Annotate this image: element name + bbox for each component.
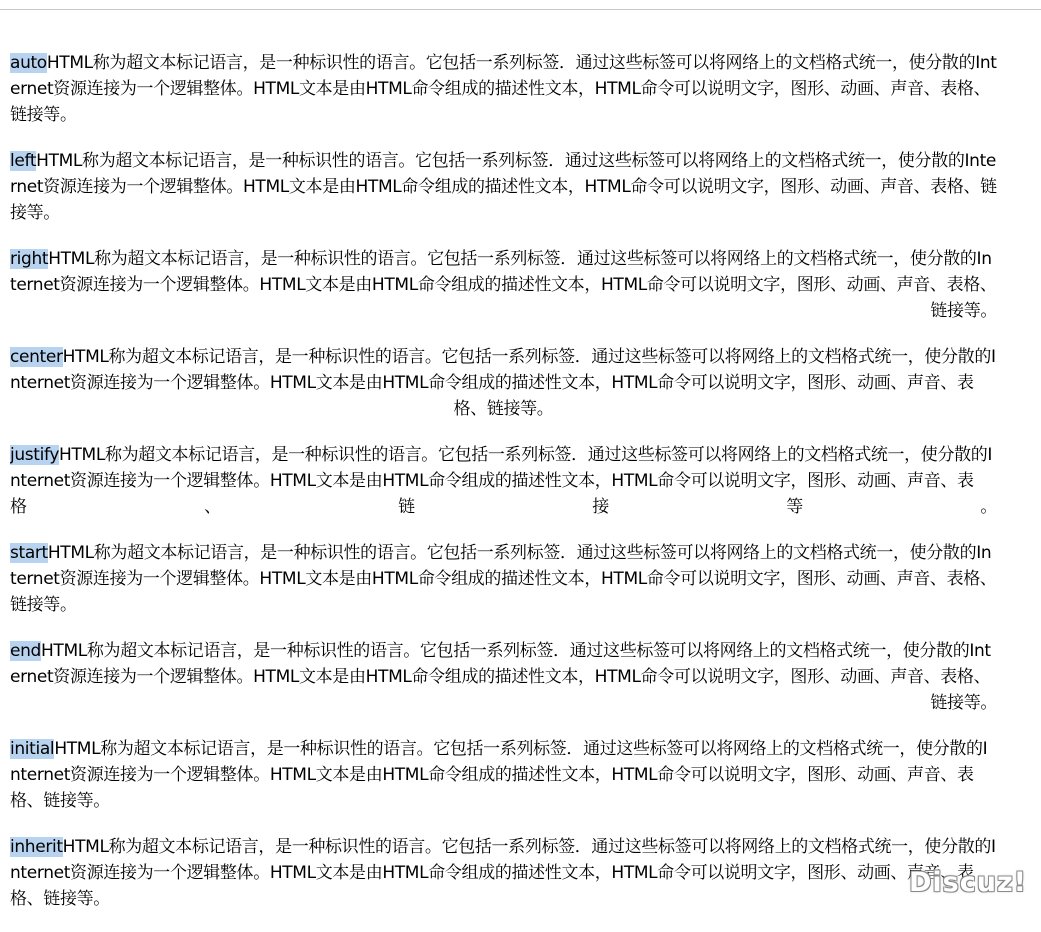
text-align-last-demo-list <box>10 33 1010 932</box>
demo-text: HTML称为超文本标记语言，是一种标识性的语言。它包括一系列标签．通过这些标签可以将网络上的文档格式统一，使分散的Internet资源连接为一个逻辑整体。HTML文本是由HTML命令组成的描述性文本，HTML命令可以说明文字，图形、动画、声音、表格、链接等。 <box>10 837 996 909</box>
demo-paragraph-justify <box>10 442 997 520</box>
demo-text: HTML称为超文本标记语言，是一种标识性的语言。它包括一系列标签．通过这些标签可以将网络上的文档格式统一，使分散的Internet资源连接为一个逻辑整体。HTML文本是由HTML命令组成的描述性文本，HTML命令可以说明文字，图形、动画、声音、表格、链接等。 <box>10 739 988 811</box>
demo-text: HTML称为超文本标记语言，是一种标识性的语言。它包括一系列标签．通过这些标签可以将网络上的文档格式统一，使分散的Internet资源连接为一个逻辑整体。HTML文本是由HTML命令组成的描述性文本，HTML命令可以说明文字，图形、动画、声音、表格、链接等。 <box>10 543 997 615</box>
discuz-watermark-logo: Discuz! <box>909 867 1027 898</box>
top-divider <box>0 9 1041 10</box>
demo-text: HTML称为超文本标记语言，是一种标识性的语言。它包括一系列标签．通过这些标签可以将网络上的文档格式统一，使分散的Internet资源连接为一个逻辑整体。HTML文本是由HTML命令组成的描述性文本，HTML命令可以说明文字，图形、动画、声音、表格、链接等。 <box>10 53 997 125</box>
demo-text: HTML称为超文本标记语言，是一种标识性的语言。它包括一系列标签．通过这些标签可以将网络上的文档格式统一，使分散的Internet资源连接为一个逻辑整体。HTML文本是由HTML命令组成的描述性文本，HTML命令可以说明文字，图形、动画、声音、表格、链接等。 <box>10 249 997 321</box>
demo-paragraph-center <box>10 344 997 422</box>
demo-paragraph-auto <box>10 50 997 128</box>
demo-text: HTML称为超文本标记语言，是一种标识性的语言。它包括一系列标签．通过这些标签可以将网络上的文档格式统一，使分散的Internet资源连接为一个逻辑整体。HTML文本是由HTML命令组成的描述性文本，HTML命令可以说明文字，图形、动画、声音、表格、链接等。 <box>10 151 997 223</box>
demo-text: HTML称为超文本标记语言，是一种标识性的语言。它包括一系列标签．通过这些标签可以将网络上的文档格式统一，使分散的Internet资源连接为一个逻辑整体。HTML文本是由HTML命令组成的描述性文本，HTML命令可以说明文字，图形、动画、声音、表格、链接等。 <box>10 347 996 419</box>
keyword-highlight: initial <box>10 739 55 759</box>
keyword-highlight: inherit <box>10 837 63 857</box>
keyword-highlight: right <box>10 249 49 269</box>
keyword-highlight: left <box>10 151 37 171</box>
demo-text: HTML称为超文本标记语言，是一种标识性的语言。它包括一系列标签．通过这些标签可以将网络上的文档格式统一，使分散的Internet资源连接为一个逻辑整体。HTML文本是由HTML命令组成的描述性文本，HTML命令可以说明文字，图形、动画、声音、表格、链接等。 <box>10 445 997 517</box>
demo-paragraph-start <box>10 540 997 618</box>
demo-paragraph-inherit <box>10 834 997 912</box>
keyword-highlight: justify <box>10 445 60 465</box>
demo-paragraph-right <box>10 246 997 324</box>
keyword-highlight: center <box>10 347 63 367</box>
keyword-highlight: auto <box>10 53 47 73</box>
demo-paragraph-end <box>10 638 997 716</box>
keyword-highlight: start <box>10 543 48 563</box>
demo-text: HTML称为超文本标记语言，是一种标识性的语言。它包括一系列标签．通过这些标签可以将网络上的文档格式统一，使分散的Internet资源连接为一个逻辑整体。HTML文本是由HTML命令组成的描述性文本，HTML命令可以说明文字，图形、动画、声音、表格、链接等。 <box>10 641 997 713</box>
keyword-highlight: end <box>10 641 41 661</box>
demo-paragraph-initial <box>10 736 997 814</box>
demo-paragraph-left <box>10 148 997 226</box>
